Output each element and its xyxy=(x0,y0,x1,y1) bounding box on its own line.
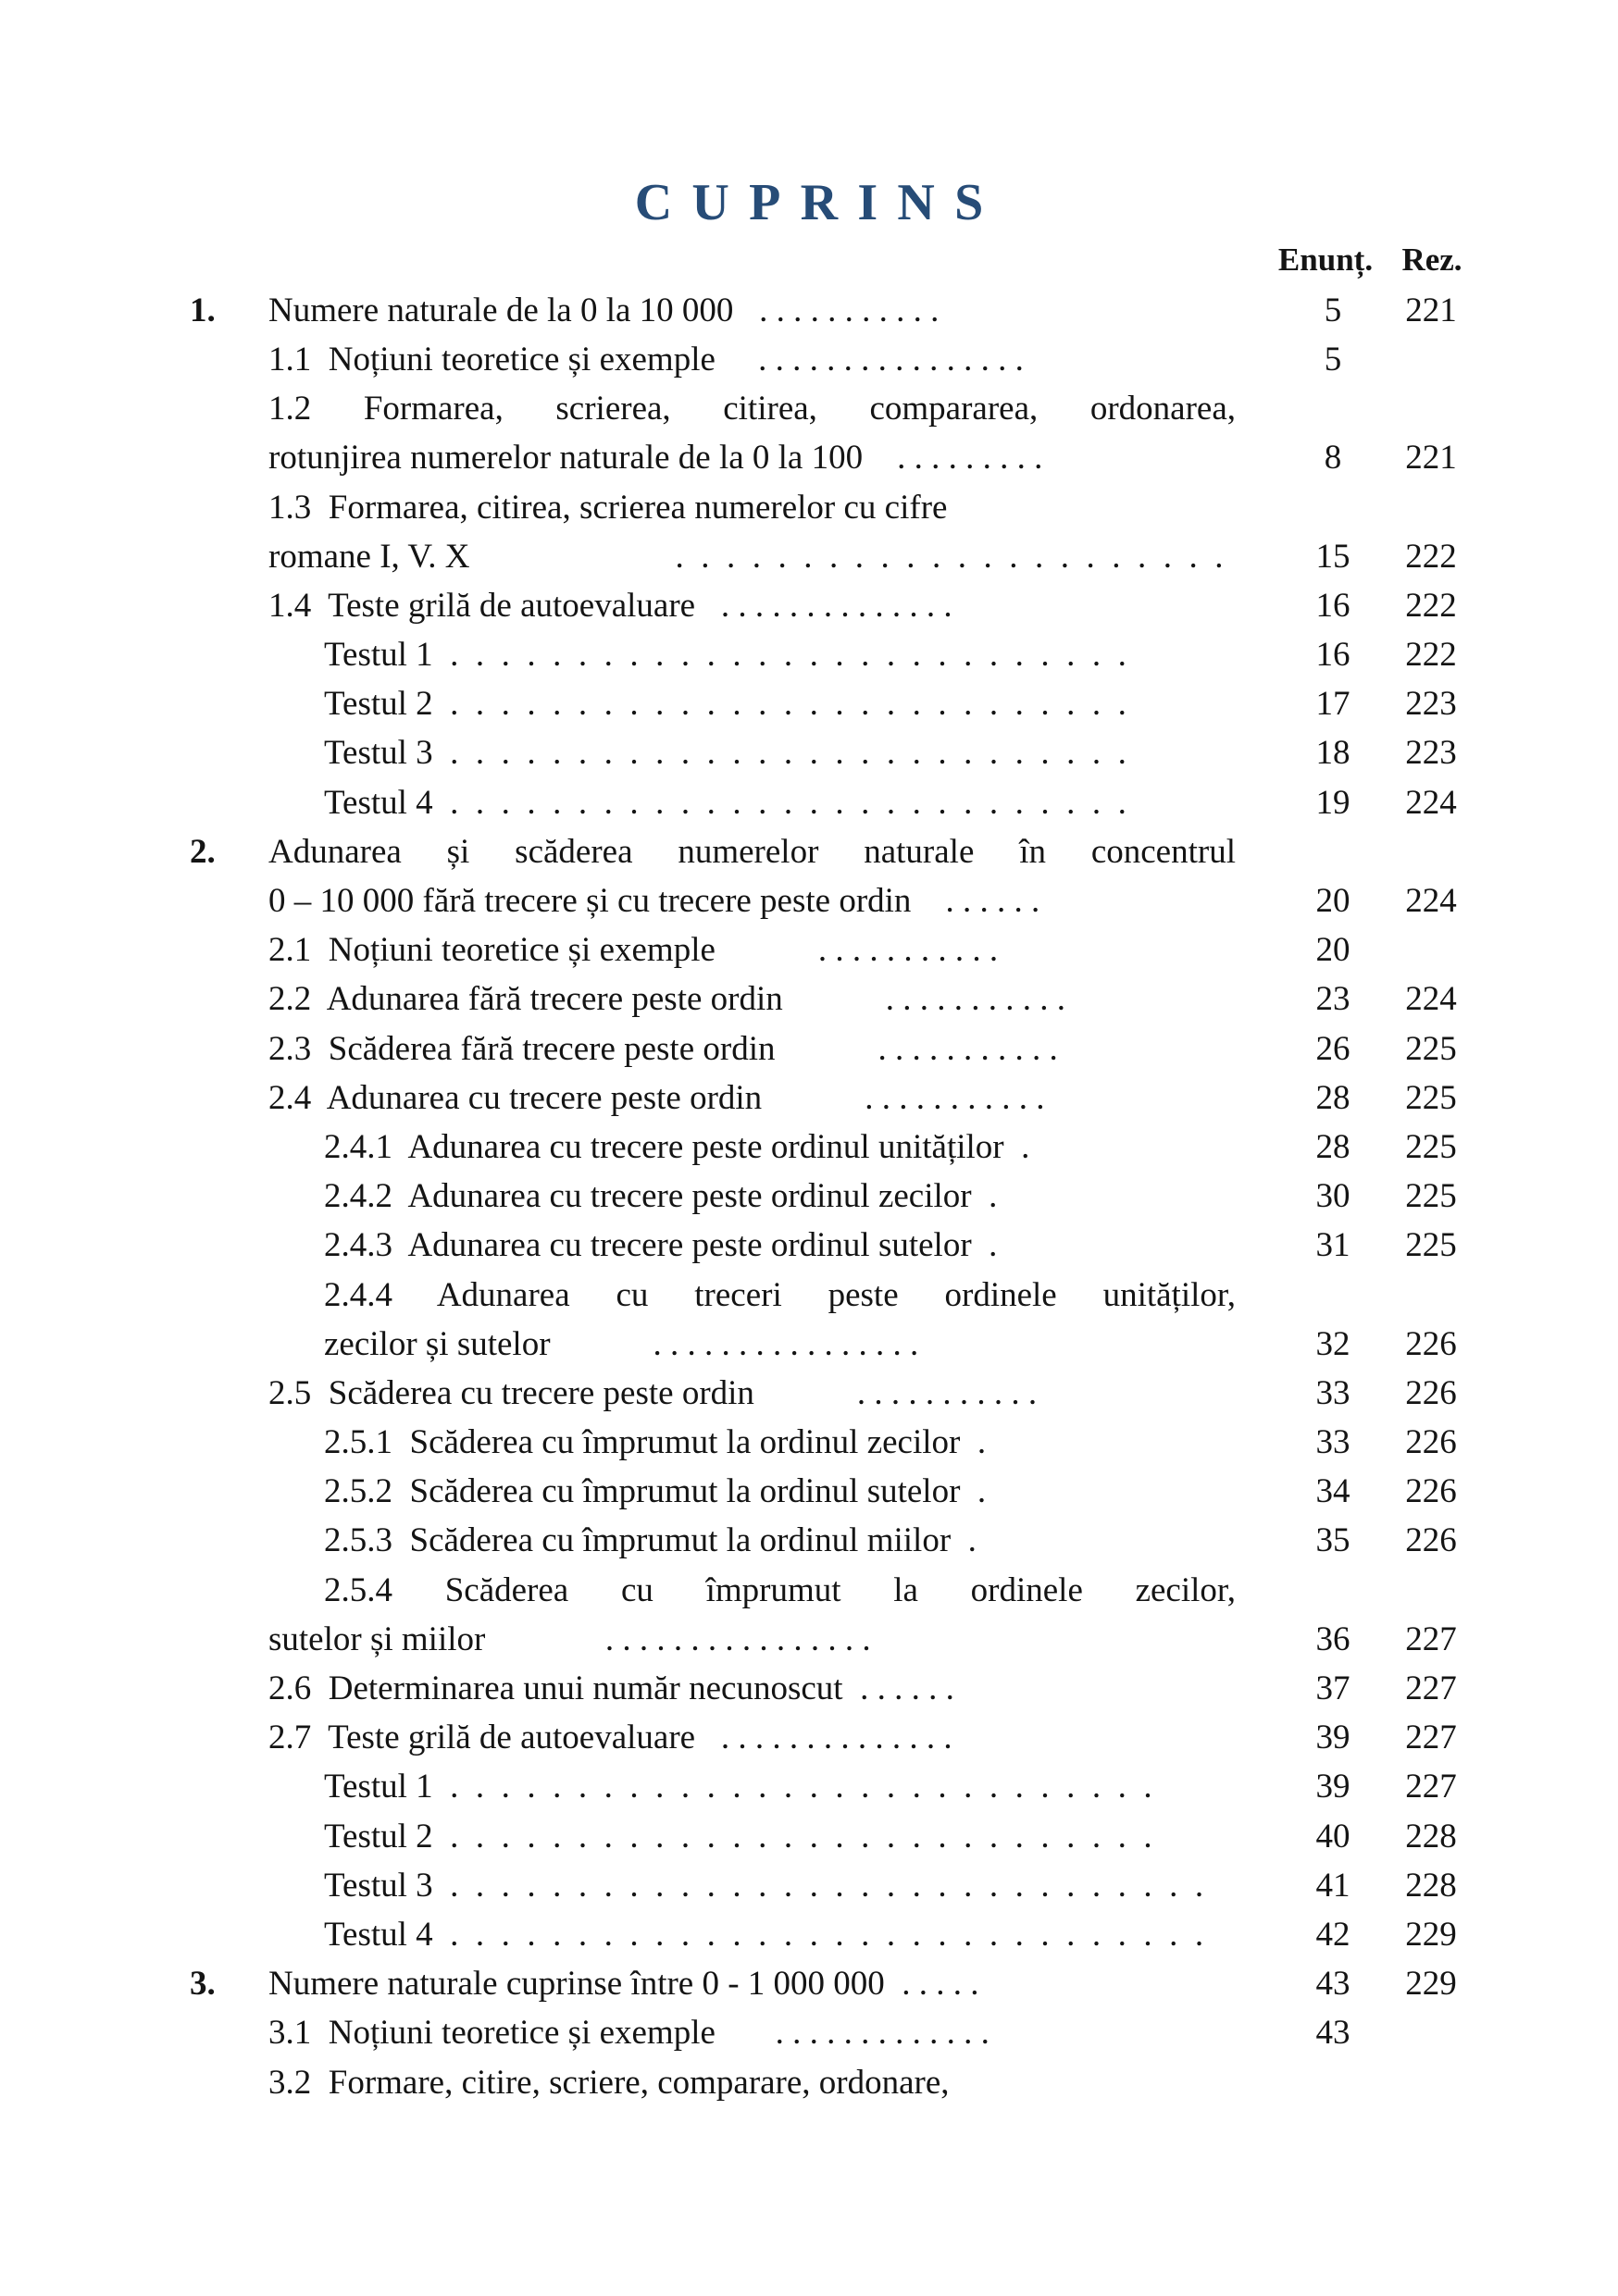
enunt-page-number: 20 xyxy=(1315,882,1350,921)
entry-text-cell xyxy=(324,630,1287,679)
entry-title: Testul 2 xyxy=(324,1817,433,1855)
toc-row xyxy=(0,384,1618,433)
toc-row xyxy=(0,433,1618,482)
entry-title: Testul 4 xyxy=(324,783,433,822)
rez-page-number: 227 xyxy=(1405,1620,1457,1658)
rez-page-number: 222 xyxy=(1405,537,1457,576)
entry-title: 2.5 Scăderea cu trecere peste ordin xyxy=(268,1373,754,1412)
entry-text-cell xyxy=(268,532,1287,581)
enunt-page-number: 18 xyxy=(1315,734,1350,773)
toc-row xyxy=(0,778,1618,827)
toc-row xyxy=(0,1762,1618,1811)
entry-text-cell xyxy=(268,433,1287,482)
toc-row xyxy=(0,286,1618,335)
entry-title: Testul 2 xyxy=(324,685,433,724)
toc-entries xyxy=(0,286,1618,2107)
entry-title: 2.5.3 Scăderea cu împrumut la ordinul miilor xyxy=(324,1521,952,1560)
toc-row xyxy=(0,974,1618,1024)
chapter-number: 1. xyxy=(190,291,216,329)
entry-title: Testul 1 xyxy=(324,636,433,675)
enunt-page-number: 23 xyxy=(1315,980,1350,1019)
toc-row xyxy=(0,1221,1618,1270)
entry-title: 1.3 Formarea, citirea, scrierea numerelor cu cifre xyxy=(268,488,948,527)
dot-leader: . . . . . . . . . . . . . . . . xyxy=(485,1620,871,1658)
entry-title: Testul 3 xyxy=(324,734,433,773)
enunt-page-number: 28 xyxy=(1315,1127,1350,1166)
enunt-page-number: 32 xyxy=(1315,1324,1350,1363)
toc-row xyxy=(0,1615,1618,1664)
dot-leader: . . . . . . . . . . . . . . . . . . . . . . . . . . . . xyxy=(432,1817,1152,1855)
dot-leader: . . . . . . . . . . . . . . xyxy=(695,586,952,625)
toc-row xyxy=(0,1271,1618,1320)
entry-text-cell xyxy=(324,1861,1287,1910)
enunt-page-number: 42 xyxy=(1315,1915,1350,1954)
entry-text-cell xyxy=(268,827,1236,876)
toc-row xyxy=(0,1664,1618,1713)
toc-row xyxy=(0,1959,1618,2008)
toc-row xyxy=(0,1713,1618,1762)
dot-leader: . . . . . . . . . . . xyxy=(782,980,1065,1019)
toc-row xyxy=(0,1812,1618,1861)
enunt-page-number: 41 xyxy=(1315,1866,1350,1905)
rez-page-number: 227 xyxy=(1405,1669,1457,1708)
entry-text-cell xyxy=(324,1467,1287,1516)
rez-page-number: 227 xyxy=(1405,1719,1457,1757)
entry-title: 0 – 10 000 fără trecere și cu trecere peste ordin xyxy=(268,882,912,921)
entry-title: Numere naturale cuprinse între 0 - 1 000 000 xyxy=(268,1965,885,2004)
toc-row xyxy=(0,1861,1618,1910)
dot-leader: . xyxy=(951,1521,977,1560)
dot-leader: . xyxy=(960,1423,987,1462)
entry-text-cell xyxy=(268,1615,1287,1664)
entry-title: zecilor și sutelor xyxy=(324,1324,551,1363)
enunt-page-number: 36 xyxy=(1315,1620,1350,1658)
rez-page-number: 221 xyxy=(1405,291,1457,329)
toc-row xyxy=(0,1024,1618,1074)
enunt-page-number: 31 xyxy=(1315,1226,1350,1265)
dot-leader: . . . . . . . . . . . . . . . . xyxy=(550,1324,919,1363)
entry-text-cell xyxy=(268,286,1287,335)
entry-title: 2.5.2 Scăderea cu împrumut la ordinul sutelor xyxy=(324,1472,961,1511)
chapter-number: 3. xyxy=(190,1965,216,2004)
rez-page-number: 228 xyxy=(1405,1817,1457,1855)
rez-page-number: 224 xyxy=(1405,980,1457,1019)
entry-title: 1.1 Noțiuni teoretice și exemple xyxy=(268,340,716,379)
entry-text-cell xyxy=(268,974,1287,1024)
rez-page-number: 226 xyxy=(1405,1373,1457,1412)
enunt-page-number: 17 xyxy=(1315,685,1350,724)
rez-page-number: 222 xyxy=(1405,586,1457,625)
entry-text-cell xyxy=(268,1664,1287,1713)
toc-row xyxy=(0,1566,1618,1615)
entry-title: 2.5.1 Scăderea cu împrumut la ordinul zecilor xyxy=(324,1423,961,1462)
entry-text-cell xyxy=(324,1271,1236,1320)
dot-leader: . . . . . . . . . . . . . . . . . . . . . . . . . . . xyxy=(432,685,1126,724)
entry-title: 2.2 Adunarea fără trecere peste ordin xyxy=(268,980,783,1019)
entry-text-cell xyxy=(268,925,1287,974)
entry-text-cell xyxy=(324,679,1287,728)
entry-title: 2.4 Adunarea cu trecere peste ordin xyxy=(268,1078,763,1117)
dot-leader: . . . . . . xyxy=(911,882,1040,921)
toc-row xyxy=(0,2058,1618,2107)
toc-row xyxy=(0,1910,1618,1959)
dot-leader: . . . . . . . . . . . . . . . . . . . . . . . . . . . . . . xyxy=(432,1915,1204,1954)
toc-row xyxy=(0,679,1618,728)
enunt-page-number: 16 xyxy=(1315,586,1350,625)
dot-leader: . . . . . . xyxy=(842,1669,954,1708)
entry-title: 2.5.4 Scăderea cu împrumut la ordinele zecilor, xyxy=(324,1570,1236,1609)
enunt-page-number: 26 xyxy=(1315,1029,1350,1068)
column-header-rez: Rez. xyxy=(1401,241,1462,278)
dot-leader: . . . . . . . . . . . . . . xyxy=(695,1719,952,1757)
toc-row xyxy=(0,1172,1618,1221)
rez-page-number: 225 xyxy=(1405,1177,1457,1216)
toc-row xyxy=(0,728,1618,777)
entry-text-cell xyxy=(268,1959,1287,2008)
entry-text-cell xyxy=(268,483,1287,532)
entry-text-cell xyxy=(268,581,1287,630)
toc-row xyxy=(0,2008,1618,2057)
toc-row xyxy=(0,630,1618,679)
dot-leader: . . . . . . . . . . . xyxy=(753,1373,1038,1412)
dot-leader: . xyxy=(971,1226,998,1265)
rez-page-number: 225 xyxy=(1405,1078,1457,1117)
rez-page-number: 227 xyxy=(1405,1768,1457,1806)
enunt-page-number: 5 xyxy=(1324,340,1342,379)
dot-leader: . . . . . . . . . . . xyxy=(733,291,940,329)
entry-title: Testul 4 xyxy=(324,1915,433,1954)
enunt-page-number: 35 xyxy=(1315,1521,1350,1560)
entry-title: 3.2 Formare, citire, scriere, comparare, ordonare, xyxy=(268,2063,950,2102)
dot-leader: . . . . . . . . . . . . . xyxy=(715,2014,989,2053)
enunt-page-number: 34 xyxy=(1315,1472,1350,1511)
entry-text-cell xyxy=(324,1910,1287,1959)
rez-page-number: 225 xyxy=(1405,1127,1457,1166)
entry-text-cell xyxy=(324,1221,1287,1270)
enunt-page-number: 30 xyxy=(1315,1177,1350,1216)
toc-row xyxy=(0,335,1618,384)
entry-title: 2.4.2 Adunarea cu trecere peste ordinul zecilor xyxy=(324,1177,972,1216)
entry-title: 2.4.1 Adunarea cu trecere peste ordinul unităților xyxy=(324,1127,1004,1166)
dot-leader: . xyxy=(971,1177,998,1216)
toc-row xyxy=(0,827,1618,876)
rez-page-number: 223 xyxy=(1405,734,1457,773)
entry-title: 2.4.4 Adunarea cu treceri peste ordinele unităților, xyxy=(324,1275,1236,1314)
dot-leader: . . . . . . . . . . . . . . . . . . . . . . . . . . . xyxy=(432,636,1126,675)
entry-text-cell xyxy=(324,1762,1287,1811)
enunt-page-number: 43 xyxy=(1315,2014,1350,2053)
entry-text-cell xyxy=(324,778,1287,827)
entry-title: 3.1 Noțiuni teoretice și exemple xyxy=(268,2014,716,2053)
entry-text-cell xyxy=(324,728,1287,777)
entry-text-cell xyxy=(268,876,1287,925)
entry-text-cell xyxy=(324,1566,1236,1615)
entry-title: 2.6 Determinarea unui număr necunoscut xyxy=(268,1669,843,1708)
enunt-page-number: 20 xyxy=(1315,931,1350,970)
entry-title: romane I, V. X xyxy=(268,537,470,576)
dot-leader: . . . . . . . . . . . . . . . . . . . . . . . . . . . . xyxy=(432,1768,1152,1806)
rez-page-number: 222 xyxy=(1405,636,1457,675)
enunt-page-number: 16 xyxy=(1315,636,1350,675)
rez-page-number: 229 xyxy=(1405,1965,1457,2004)
entry-title: 2.3 Scăderea fără trecere peste ordin xyxy=(268,1029,776,1068)
entry-text-cell xyxy=(268,2058,1287,2107)
dot-leader: . xyxy=(960,1472,987,1511)
dot-leader: . . . . . . . . . . . xyxy=(715,931,999,970)
dot-leader: . . . . . . . . . . . . . . . . . . . . . . . . . . . xyxy=(432,783,1126,822)
entry-text-cell xyxy=(268,384,1236,433)
toc-row xyxy=(0,1320,1618,1369)
rez-page-number: 229 xyxy=(1405,1915,1457,1954)
enunt-page-number: 33 xyxy=(1315,1423,1350,1462)
entry-title: sutelor și miilor xyxy=(268,1620,486,1658)
column-headers xyxy=(0,242,1618,284)
entry-title: Testul 1 xyxy=(324,1768,433,1806)
toc-row xyxy=(0,581,1618,630)
entry-text-cell xyxy=(268,335,1287,384)
enunt-page-number: 40 xyxy=(1315,1817,1350,1855)
page-title: CUPRINS xyxy=(634,174,1003,231)
toc-row xyxy=(0,925,1618,974)
entry-text-cell xyxy=(268,1024,1287,1074)
rez-page-number: 224 xyxy=(1405,783,1457,822)
rez-page-number: 226 xyxy=(1405,1324,1457,1363)
entry-title: 1.4 Teste grilă de autoevaluare xyxy=(268,586,696,625)
enunt-page-number: 15 xyxy=(1315,537,1350,576)
entry-title: 2.7 Teste grilă de autoevaluare xyxy=(268,1719,696,1757)
enunt-page-number: 39 xyxy=(1315,1719,1350,1757)
dot-leader: . xyxy=(1003,1127,1030,1166)
toc-row xyxy=(0,876,1618,925)
enunt-page-number: 5 xyxy=(1324,291,1342,329)
rez-page-number: 224 xyxy=(1405,882,1457,921)
toc-row xyxy=(0,1074,1618,1123)
entry-title: Testul 3 xyxy=(324,1866,433,1905)
entry-title: rotunjirea numerelor naturale de la 0 la 100 xyxy=(268,439,864,478)
rez-page-number: 226 xyxy=(1405,1521,1457,1560)
entry-text-cell xyxy=(268,1074,1287,1123)
enunt-page-number: 37 xyxy=(1315,1669,1350,1708)
entry-text-cell xyxy=(324,1320,1287,1369)
dot-leader: . . . . . . . . . . . xyxy=(775,1029,1058,1068)
entry-text-cell xyxy=(324,1516,1287,1565)
enunt-page-number: 19 xyxy=(1315,783,1350,822)
toc-row xyxy=(0,1369,1618,1418)
dot-leader: . . . . . . . . . . . xyxy=(762,1078,1045,1117)
enunt-page-number: 8 xyxy=(1324,439,1342,478)
enunt-page-number: 28 xyxy=(1315,1078,1350,1117)
entry-text-cell xyxy=(324,1123,1287,1172)
enunt-page-number: 33 xyxy=(1315,1373,1350,1412)
dot-leader: . . . . . . . . . . . . . . . . . . . . . . . . . . . xyxy=(432,734,1126,773)
entry-title: Numere naturale de la 0 la 10 000 xyxy=(268,291,734,329)
column-header-enunt: Enunț. xyxy=(1277,241,1374,278)
entry-text-cell xyxy=(268,2008,1287,2057)
toc-row xyxy=(0,1516,1618,1565)
rez-page-number: 225 xyxy=(1405,1226,1457,1265)
entry-text-cell xyxy=(324,1812,1287,1861)
dot-leader: . . . . . . . . . xyxy=(863,439,1043,478)
rez-page-number: 221 xyxy=(1405,439,1457,478)
toc-row xyxy=(0,532,1618,581)
toc-row xyxy=(0,1123,1618,1172)
entry-title: 2.1 Noțiuni teoretice și exemple xyxy=(268,931,716,970)
dot-leader: . . . . . . . . . . . . . . . . xyxy=(715,340,1024,379)
rez-page-number: 225 xyxy=(1405,1029,1457,1068)
toc-row xyxy=(0,483,1618,532)
rez-page-number: 228 xyxy=(1405,1866,1457,1905)
entry-text-cell xyxy=(324,1418,1287,1467)
enunt-page-number: 39 xyxy=(1315,1768,1350,1806)
enunt-page-number: 43 xyxy=(1315,1965,1350,2004)
entry-text-cell xyxy=(268,1369,1287,1418)
entry-title: 1.2 Formarea, scrierea, citirea, compararea, ordonarea, xyxy=(268,390,1236,428)
toc-row xyxy=(0,1418,1618,1467)
dot-leader: . . . . . . . . . . . . . . . . . . . . . . . . . . . . . . xyxy=(432,1866,1204,1905)
toc-row xyxy=(0,1467,1618,1516)
chapter-number: 2. xyxy=(190,832,216,871)
entry-title: Adunarea și scăderea numerelor naturale în concentrul xyxy=(268,832,1236,871)
entry-title: 2.4.3 Adunarea cu trecere peste ordinul sutelor xyxy=(324,1226,972,1265)
dot-leader: . . . . . . . . . . . . . . . . . . . . . . xyxy=(469,537,1224,576)
dot-leader: . . . . . xyxy=(884,1965,979,2004)
rez-page-number: 226 xyxy=(1405,1472,1457,1511)
rez-page-number: 226 xyxy=(1405,1423,1457,1462)
rez-page-number: 223 xyxy=(1405,685,1457,724)
entry-text-cell xyxy=(324,1172,1287,1221)
entry-text-cell xyxy=(268,1713,1287,1762)
